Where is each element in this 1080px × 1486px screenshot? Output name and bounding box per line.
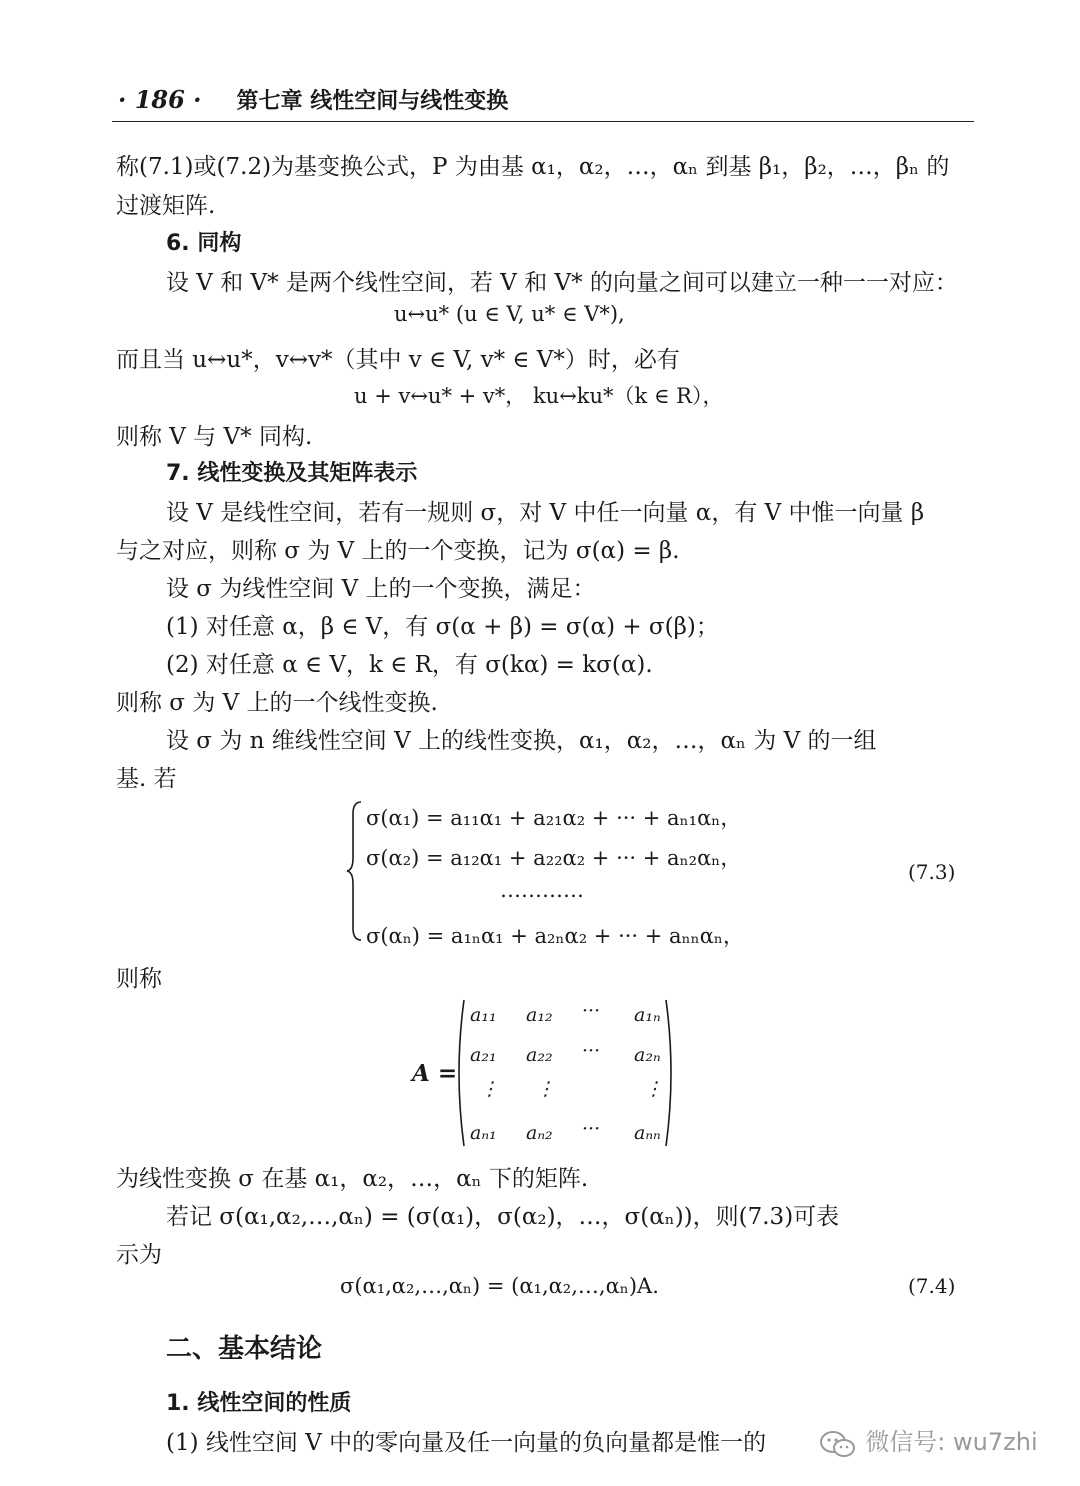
wechat-icon bbox=[818, 1429, 858, 1459]
line-17: 示为 bbox=[116, 1242, 162, 1268]
line-4: 而且当 u↔u*，v↔v*（其中 v ∈ V, v* ∈ V*）时，必有 bbox=[116, 347, 680, 373]
matrix-vdots-3: ⋮ bbox=[644, 1078, 663, 1100]
matrix-left-paren bbox=[452, 998, 466, 1148]
heading-isomorphism: 6. 同构 bbox=[166, 231, 242, 256]
line-18: (1) 线性空间 V 中的零向量及任一向量的负向量都是惟一的 bbox=[166, 1430, 767, 1456]
line-14: 则称 bbox=[116, 966, 162, 992]
matrix-a21: a₂₁ bbox=[470, 1044, 497, 1066]
matrix-an2: aₙ₂ bbox=[526, 1122, 553, 1144]
line-5: 则称 V 与 V* 同构. bbox=[116, 424, 313, 450]
watermark-text: 微信号: wu7zhi bbox=[865, 1428, 1038, 1456]
line-1: 称(7.1)或(7.2)为基变换公式，P 为由基 α₁，α₂，…，αₙ 到基 β₁，β₂，…，βₙ 的 bbox=[116, 154, 950, 180]
equation-correspondence: u↔u* (u ∈ V, u* ∈ V*), bbox=[394, 302, 625, 326]
line-16: 若记 σ(α₁,α₂,…,αₙ) = (σ(α₁)，σ(α₂)，…，σ(αₙ))，则(7.3)可表 bbox=[166, 1204, 840, 1230]
matrix-a1n: a₁ₙ bbox=[634, 1004, 661, 1026]
equation-number-7-3: (7.3) bbox=[908, 860, 956, 884]
chapter-title: 第七章 线性空间与线性变换 bbox=[236, 88, 509, 114]
matrix-dots-2: ··· bbox=[582, 1040, 601, 1062]
page-number: · 186 · bbox=[118, 85, 202, 114]
matrix-dots-1: ··· bbox=[582, 1000, 601, 1022]
matrix-a11: a₁₁ bbox=[470, 1004, 497, 1026]
matrix-vdots-2: ⋮ bbox=[536, 1078, 555, 1100]
line-2: 过渡矩阵. bbox=[116, 193, 216, 219]
line-8: 设 σ 为线性空间 V 上的一个变换，满足： bbox=[166, 576, 596, 602]
subheading-properties: 1. 线性空间的性质 bbox=[166, 1391, 352, 1416]
condition-1: (1) 对任意 α，β ∈ V，有 σ(α + β) = σ(α) + σ(β)； bbox=[166, 614, 719, 640]
matrix-vdots-1: ⋮ bbox=[480, 1078, 499, 1100]
equation-operations: u + v↔u* + v*， ku↔ku*（k ∈ R）， bbox=[354, 384, 724, 408]
matrix-ann: aₙₙ bbox=[634, 1122, 661, 1144]
condition-2: (2) 对任意 α ∈ V，k ∈ R，有 σ(kα) = kσ(α). bbox=[166, 652, 653, 678]
line-15: 为线性变换 σ 在基 α₁，α₂，…，αₙ 下的矩阵. bbox=[116, 1166, 589, 1192]
header-rule bbox=[112, 121, 974, 122]
line-6: 设 V 是线性空间，若有一规则 σ，对 V 中任一向量 α，有 V 中惟一向量 β bbox=[166, 500, 925, 526]
system-dots: ………… bbox=[500, 878, 584, 902]
line-11: 则称 σ 为 V 上的一个线性变换. bbox=[116, 690, 438, 716]
line-3: 设 V 和 V* 是两个线性空间，若 V 和 V* 的向量之间可以建立一种一一对应： bbox=[166, 270, 958, 296]
section-heading: 二、基本结论 bbox=[166, 1334, 323, 1364]
line-12: 设 σ 为 n 维线性空间 V 上的线性变换，α₁，α₂，…，αₙ 为 V 的一组 bbox=[166, 728, 877, 754]
left-brace bbox=[346, 800, 364, 942]
matrix-a22: a₂₂ bbox=[526, 1044, 553, 1066]
matrix-an1: aₙ₁ bbox=[470, 1122, 497, 1144]
page-header bbox=[118, 84, 508, 115]
system-eq-1: σ(α₁) = a₁₁α₁ + a₂₁α₂ + ··· + aₙ₁αₙ， bbox=[366, 806, 742, 830]
matrix-a12: a₁₂ bbox=[526, 1004, 553, 1026]
line-13: 基. 若 bbox=[116, 766, 177, 792]
system-eq-n: σ(αₙ) = a₁ₙα₁ + a₂ₙα₂ + ··· + aₙₙαₙ， bbox=[366, 924, 744, 948]
watermark bbox=[818, 1422, 1038, 1459]
equation-7-4: σ(α₁,α₂,…,αₙ) = (α₁,α₂,…,αₙ)A. bbox=[340, 1274, 659, 1298]
matrix-a2n: a₂ₙ bbox=[634, 1044, 661, 1066]
heading-linear-transform: 7. 线性变换及其矩阵表示 bbox=[166, 461, 418, 486]
matrix-label: A = bbox=[412, 1060, 458, 1087]
matrix-right-paren bbox=[664, 998, 678, 1148]
system-eq-2: σ(α₂) = a₁₂α₁ + a₂₂α₂ + ··· + aₙ₂αₙ， bbox=[366, 846, 742, 870]
matrix-dots-3: ··· bbox=[582, 1118, 601, 1140]
line-7: 与之对应，则称 σ 为 V 上的一个变换，记为 σ(α) = β. bbox=[116, 538, 680, 564]
equation-number-7-4: (7.4) bbox=[908, 1274, 956, 1298]
